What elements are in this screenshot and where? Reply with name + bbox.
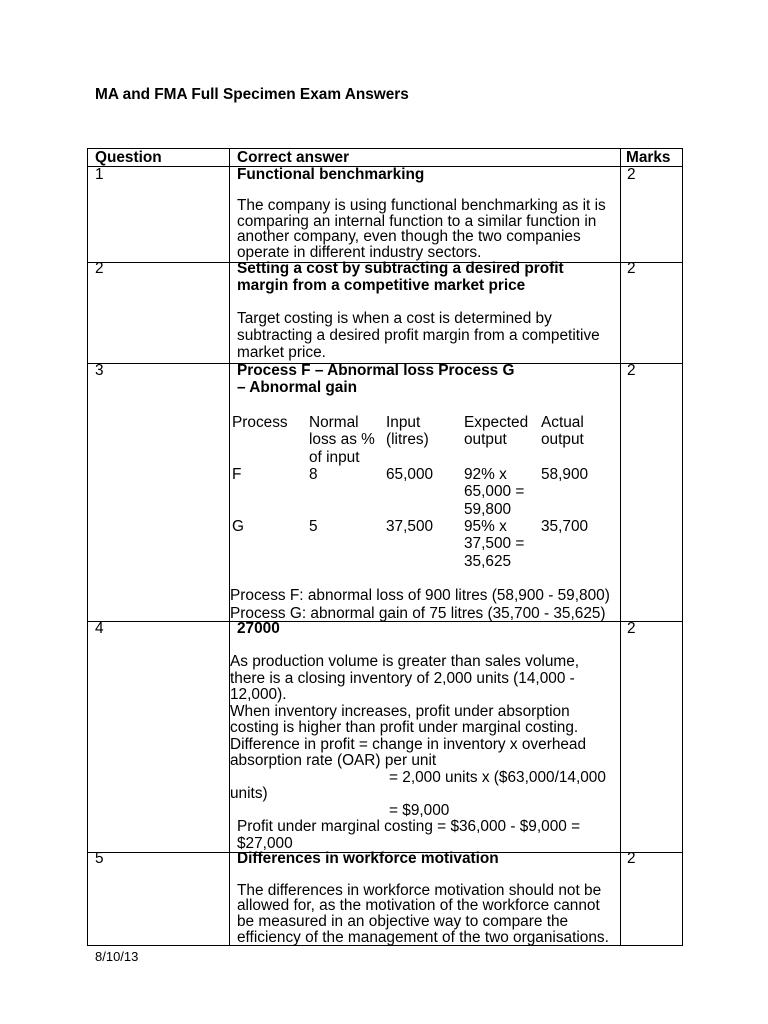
conclusion: Profit under marginal costing = $36,000 - $9,000 = $27,000: [237, 818, 581, 852]
calculation-line: = 2,000 units x ($63,000/14,000 units): [230, 768, 606, 802]
question-number: 2: [95, 260, 104, 277]
working-table-header-cell: Normal loss as % of input: [309, 414, 375, 466]
document-title: MA and FMA Full Specimen Exam Answers: [95, 86, 409, 103]
answer-content: [230, 851, 620, 946]
question-cell: [88, 364, 229, 621]
question-number: 3: [95, 362, 104, 379]
correct-answer: 27000: [237, 620, 280, 637]
question-number: 1: [95, 166, 104, 183]
answer-content: [230, 167, 620, 261]
answer-content: [230, 261, 620, 362]
table-header-row: [88, 149, 682, 166]
blank-line: [230, 867, 620, 883]
working-table-header-cell: Process: [232, 414, 288, 432]
correct-answer: Differences in workforce motivation: [237, 850, 499, 867]
working-table-cell: 92% x 65,000 = 59,800: [464, 466, 525, 518]
answer-row-4: [88, 621, 682, 852]
marks-value: 2: [627, 362, 636, 379]
marks-cell: [620, 364, 682, 621]
working-table-cell: 5: [309, 518, 318, 536]
header-marks: Marks: [620, 149, 682, 166]
working-table-cell: F: [232, 466, 242, 484]
working-table-header-cell: Expected output: [464, 414, 529, 449]
question-cell: [88, 622, 229, 852]
header-question: Question: [95, 149, 162, 166]
answers-table: [87, 148, 683, 946]
answer-row-1: [88, 166, 682, 262]
calculation-line: = $9,000: [389, 801, 450, 819]
answer-cell: [229, 622, 620, 852]
question-number: 4: [95, 620, 104, 637]
explanation: The company is using functional benchmarking as it is comparing an internal function to a similar function in another company, even though the two companies operate in different industry sectors.: [237, 197, 606, 261]
correct-answer: Functional benchmarking: [237, 166, 425, 183]
working-table-cell: 8: [309, 466, 318, 484]
question-number: 5: [95, 850, 104, 867]
marks-value: 2: [627, 260, 636, 277]
working-table-cell: 65,000: [386, 466, 434, 484]
answer-cell: [229, 167, 620, 262]
question-cell: [88, 167, 229, 262]
working-table-cell: 58,900: [541, 466, 589, 484]
marks-cell: [620, 622, 682, 852]
answer-content: [230, 621, 620, 852]
marks-value: 2: [627, 620, 636, 637]
blank-line: [230, 183, 620, 199]
marks-cell: [620, 850, 682, 945]
answer-row-2: [88, 262, 682, 363]
explanation: The differences in workforce motivation should not be allowed for, as the motivation of the workforce cannot be measured in an objective way to compare the efficiency of the management of the two organisations.: [237, 881, 609, 946]
answer-cell: [229, 260, 620, 363]
question-cell: [88, 850, 229, 945]
explanation: As production volume is greater than sales volume, there is a closing inventory of 2,000 units (14,000 - 12,000). When inventory increases, profit under absorption costing is higher than profit under marginal costing. Difference in profit = change in inventory x overhead absorption rate (OAR) per unit: [230, 653, 587, 769]
blank-line: [230, 295, 620, 312]
footer-date: 8/10/13: [95, 949, 139, 964]
answer-row-3: [88, 363, 682, 621]
header-correct-answer: Correct answer: [229, 149, 620, 166]
question-cell: [88, 260, 229, 363]
answer-content: [230, 362, 620, 622]
explanation: Target costing is when a cost is determined by subtracting a desired profit margin from a competitive market price.: [237, 310, 600, 361]
working-table-header-cell: Input (litres): [386, 414, 429, 449]
marks-cell: [620, 167, 682, 262]
marks-cell: [620, 260, 682, 363]
working-table-cell: 95% x 37,500 = 35,625: [464, 518, 525, 570]
correct-answer: Process F – Abnormal loss Process G – Abnormal gain: [237, 362, 515, 397]
working-table-cell: 37,500: [386, 518, 434, 536]
marks-value: 2: [627, 850, 636, 867]
working-table-cell: G: [232, 518, 244, 536]
working-table: [230, 414, 620, 570]
answer-cell: [229, 364, 620, 621]
working-table-cell: 35,700: [541, 518, 589, 536]
explanation: Process F: abnormal loss of 900 litres (58,900 - 59,800) Process G: abnormal gain of 75 litres (35,700 - 35,625): [230, 587, 610, 622]
blank-line: [230, 570, 620, 587]
blank-line: [230, 397, 620, 414]
answer-cell: [229, 850, 620, 946]
correct-answer: Setting a cost by subtracting a desired profit margin from a competitive market price: [237, 260, 564, 294]
answer-row-5: [88, 852, 682, 945]
marks-value: 2: [627, 166, 636, 183]
working-table-header-cell: Actual output: [541, 414, 584, 449]
blank-line: [230, 638, 620, 655]
